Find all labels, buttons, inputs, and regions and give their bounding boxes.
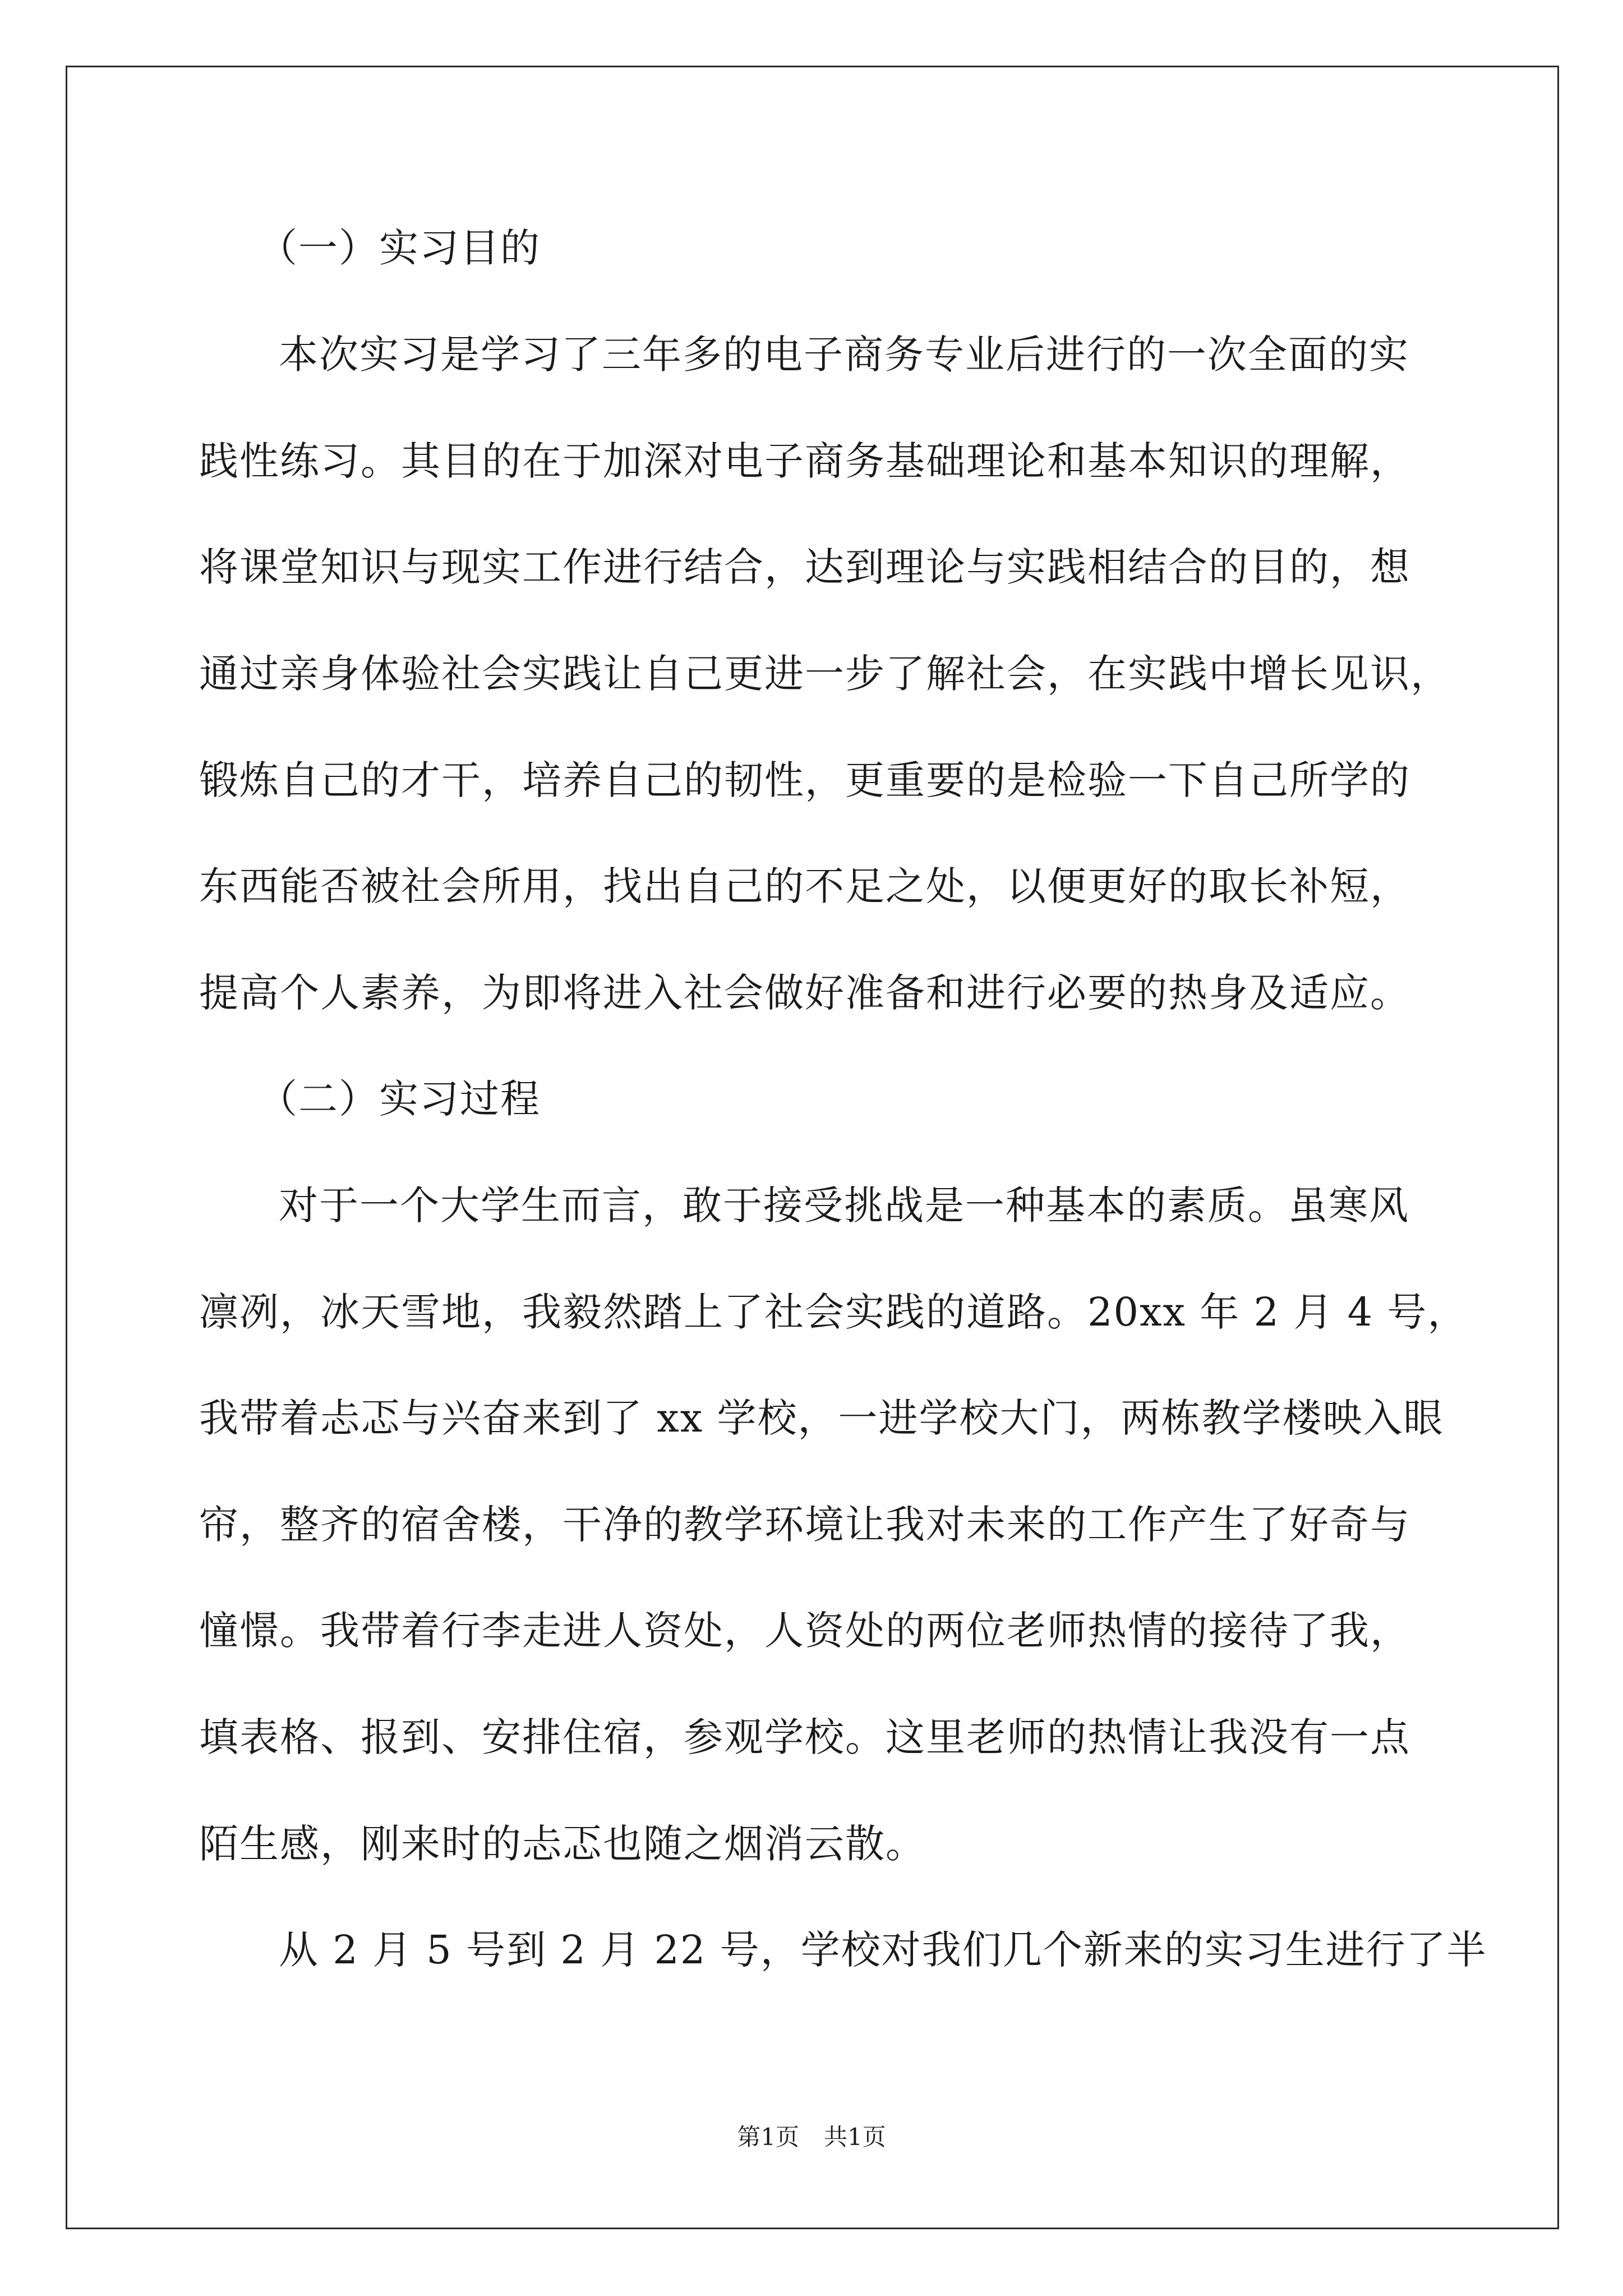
paragraph-line: 憧憬。我带着行李走进人资处，人资处的两位老师热情的接待了我， [199,1608,1410,1654]
paragraph-line: 陌生感，刚来时的忐忑也随之烟消云散。 [199,1821,926,1867]
page-number: 第1页 [737,2123,799,2151]
paragraph-line: 提高个人素养，为即将进入社会做好准备和进行必要的热身及适应。 [199,970,1410,1016]
paragraph-line: 东西能否被社会所用，找出自己的不足之处，以便更好的取长补短， [199,863,1410,909]
paragraph-line: 我带着忐忑与兴奋来到了 xx 学校，一进学校大门，两栋教学楼映入眼 [199,1395,1444,1441]
section-heading-purpose: （一）实习目的 [258,225,541,271]
page-border [66,66,1559,2229]
paragraph-line: 从 2 月 5 号到 2 月 22 号，学校对我们几个新来的实习生进行了半 [279,1927,1487,1973]
paragraph-line: 填表格、报到、安排住宿，参观学校。这里老师的热情让我没有一点 [199,1714,1410,1760]
page-footer [0,2123,1623,2151]
paragraph-line: 对于一个大学生而言，敢于接受挑战是一种基本的素质。虽寒风 [279,1182,1409,1228]
page-total: 共1页 [824,2123,886,2151]
paragraph-line: 本次实习是学习了三年多的电子商务专业后进行的一次全面的实 [279,332,1409,378]
paragraph-line: 通过亲身体验社会实践让自己更进一步了解社会，在实践中增长见识， [199,651,1451,697]
paragraph-line: 锻炼自己的才干，培养自己的韧性，更重要的是检验一下自己所学的 [199,757,1410,803]
paragraph-line: 践性练习。其目的在于加深对电子商务基础理论和基本知识的理解， [199,438,1410,484]
section-heading-process: （二）实习过程 [258,1076,541,1122]
paragraph-line: 将课堂知识与现实工作进行结合，达到理论与实践相结合的目的，想 [199,544,1410,590]
paragraph-line: 凛冽，冰天雪地，我毅然踏上了社会实践的道路。20xx 年 2 月 4 号， [199,1289,1468,1335]
paragraph-line: 帘，整齐的宿舍楼，干净的教学环境让我对未来的工作产生了好奇与 [199,1502,1410,1548]
